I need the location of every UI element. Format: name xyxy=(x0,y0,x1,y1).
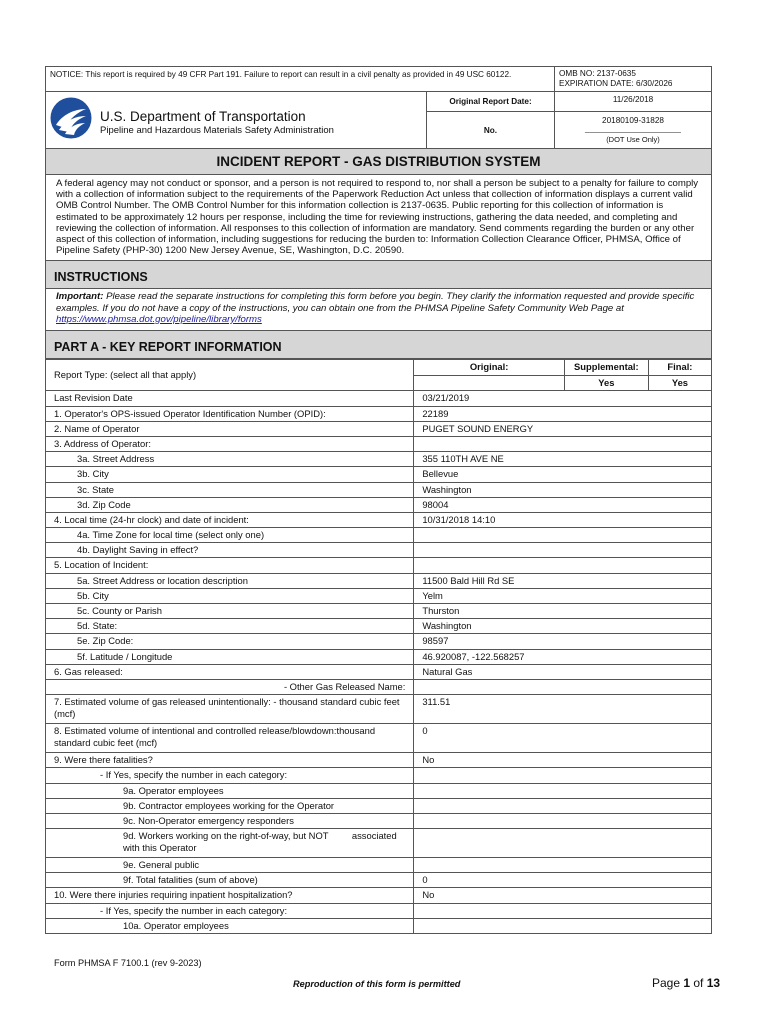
field-label: 4a. Time Zone for local time (select only one) xyxy=(46,528,414,543)
field-label: 9e. General public xyxy=(46,858,414,873)
field-value: No xyxy=(414,888,712,903)
table-row xyxy=(46,679,712,694)
original-report-date-value: 11/26/2018 xyxy=(555,92,712,112)
field-label: - If Yes, specify the number in each category: xyxy=(46,903,414,918)
table-row xyxy=(46,724,712,753)
field-value xyxy=(414,858,712,873)
table-row xyxy=(46,664,712,679)
field-value: 98004 xyxy=(414,497,712,512)
field-label: 5. Location of Incident: xyxy=(46,558,414,573)
instructions-body: Please read the separate instructions for completing this form before you begin. They clarify the information requested and provide specific examples. If you do not have a copy of the instructions, you can obtain one from the PHMSA Pipeline Safety Community Web Page at xyxy=(56,291,695,314)
field-label: 10a. Operator employees xyxy=(46,918,414,933)
forms-link[interactable]: https://www.phmsa.dot.gov/pipeline/library/forms xyxy=(56,313,262,325)
page-total: 13 xyxy=(706,976,721,990)
table-row xyxy=(46,798,712,813)
table-row xyxy=(46,783,712,798)
form-header xyxy=(45,66,712,149)
instructions-heading: INSTRUCTIONS xyxy=(45,261,712,289)
part-a-table xyxy=(45,359,712,934)
table-row xyxy=(46,768,712,783)
field-value xyxy=(414,829,712,858)
field-value: 46.920087, -122.568257 xyxy=(414,649,712,664)
field-value xyxy=(414,813,712,828)
field-label: 5c. County or Parish xyxy=(46,604,414,619)
important-label: Important: xyxy=(56,291,104,303)
report-type-label: Report Type: (select all that apply) xyxy=(46,360,414,391)
field-value: Yelm xyxy=(414,588,712,603)
final-value: Yes xyxy=(648,375,711,390)
table-row xyxy=(46,528,712,543)
dot-use-only: (DOT Use Only) xyxy=(606,135,660,144)
field-value: Washington xyxy=(414,619,712,634)
field-label: 2. Name of Operator xyxy=(46,421,414,436)
table-row xyxy=(46,604,712,619)
field-value: 0 xyxy=(414,724,712,753)
field-label: 9b. Contractor employees working for the Operator xyxy=(46,798,414,813)
field-label: 7. Estimated volume of gas released unintentionally: - thousand standard cubic feet (mcf) xyxy=(46,695,414,724)
table-row xyxy=(46,829,712,858)
field-value: 22189 xyxy=(414,406,712,421)
field-value xyxy=(414,918,712,933)
form-page xyxy=(45,66,712,934)
field-label: - Other Gas Released Name: xyxy=(46,679,414,694)
burden-statement: A federal agency may not conduct or sponsor, and a person is not required to respond to, nor shall a person be subject to a penalty for failure to comply with a collection of information subject to the requirements of the Paperwork Reduction Act unless that collection of information displays a current valid OMB Control Number. The OMB Control Number for this information collection is 2137-0635. Public reporting for this collection of information is estimated to be approximately 12 hours per response, including the time for reviewing instructions, gathering the data needed, and completing and reviewing the collection of information. All responses to this collection of information are mandatory. Send comments regarding the burden or any other aspect of this collection of information, including suggestions for reducing the burden to: Information Collection Clearance Officer, PHMSA, Office of Pipeline Safety (PHP-30) 1200 New Jersey Avenue, SE, Washington, D.C. 20590. xyxy=(45,175,712,261)
page-number xyxy=(652,976,720,990)
field-value: Bellevue xyxy=(414,467,712,482)
field-value: 10/31/2018 14:10 xyxy=(414,512,712,527)
field-value: 0 xyxy=(414,873,712,888)
final-label: Final: xyxy=(648,360,711,375)
field-label: 5e. Zip Code: xyxy=(46,634,414,649)
field-label: 5a. Street Address or location description xyxy=(46,573,414,588)
page-current: 1 xyxy=(683,976,691,990)
original-value xyxy=(414,375,564,390)
dot-seal-icon xyxy=(50,97,92,139)
table-row xyxy=(46,903,712,918)
field-value xyxy=(414,768,712,783)
field-value: 355 110TH AVE NE xyxy=(414,452,712,467)
field-value: No xyxy=(414,753,712,768)
expiration-date: EXPIRATION DATE: 6/30/2026 xyxy=(559,78,673,88)
field-label: 9c. Non-Operator emergency responders xyxy=(46,813,414,828)
field-label: Last Revision Date xyxy=(46,391,414,406)
table-row xyxy=(46,573,712,588)
field-value: 03/21/2019 xyxy=(414,391,712,406)
field-label: 4b. Daylight Saving in effect? xyxy=(46,543,414,558)
table-row xyxy=(46,813,712,828)
field-value xyxy=(414,528,712,543)
report-number-line: _______________________ xyxy=(585,124,681,133)
field-label: 9a. Operator employees xyxy=(46,783,414,798)
form-title: INCIDENT REPORT - GAS DISTRIBUTION SYSTEM xyxy=(45,149,712,175)
report-type-options xyxy=(414,360,712,391)
page-prefix: Page xyxy=(652,976,684,990)
table-row xyxy=(46,497,712,512)
field-label: 9d. Workers working on the right-of-way, but NOT associated with this Operator xyxy=(46,829,414,858)
field-label: - If Yes, specify the number in each category: xyxy=(46,768,414,783)
field-label: 3d. Zip Code xyxy=(46,497,414,512)
reproduction-note: Reproduction of this form is permitted xyxy=(293,979,461,989)
field-label: 5b. City xyxy=(46,588,414,603)
field-label: 9. Were there fatalities? xyxy=(46,753,414,768)
field-value xyxy=(414,436,712,451)
field-label: 3a. Street Address xyxy=(46,452,414,467)
field-label: 3. Address of Operator: xyxy=(46,436,414,451)
part-a-heading: PART A - KEY REPORT INFORMATION xyxy=(45,331,712,359)
table-row xyxy=(46,406,712,421)
table-row xyxy=(46,888,712,903)
field-value: Thurston xyxy=(414,604,712,619)
agency-name: U.S. Department of Transportation xyxy=(100,109,306,124)
table-row xyxy=(46,482,712,497)
field-label: 10. Were there injuries requiring inpatient hospitalization? xyxy=(46,888,414,903)
table-row xyxy=(46,649,712,664)
field-value: 311.51 xyxy=(414,695,712,724)
field-value xyxy=(414,798,712,813)
report-no-label: No. xyxy=(427,112,555,149)
field-value: Natural Gas xyxy=(414,664,712,679)
field-value xyxy=(414,783,712,798)
field-label: 9f. Total fatalities (sum of above) xyxy=(46,873,414,888)
supplemental-label: Supplemental: xyxy=(564,360,648,375)
table-row xyxy=(46,619,712,634)
part-a-rows xyxy=(46,391,712,934)
table-row xyxy=(46,467,712,482)
table-row xyxy=(46,512,712,527)
field-label: 4. Local time (24-hr clock) and date of incident: xyxy=(46,512,414,527)
report-number-cell xyxy=(555,112,712,149)
field-label: 6. Gas released: xyxy=(46,664,414,679)
field-value xyxy=(414,558,712,573)
field-label: 8. Estimated volume of intentional and controlled release/blowdown:thousand standard cubic feet (mcf) xyxy=(46,724,414,753)
field-value: PUGET SOUND ENERGY xyxy=(414,421,712,436)
field-label: 1. Operator's OPS-issued Operator Identification Number (OPID): xyxy=(46,406,414,421)
field-label: 3b. City xyxy=(46,467,414,482)
table-row xyxy=(46,391,712,406)
omb-info xyxy=(555,67,712,92)
original-report-date-label: Original Report Date: xyxy=(427,92,555,112)
sub-agency-name: Pipeline and Hazardous Materials Safety Administration xyxy=(100,125,334,136)
field-label: 5f. Latitude / Longitude xyxy=(46,649,414,664)
legal-notice: NOTICE: This report is required by 49 CFR Part 191. Failure to report can result in a civil penalty as provided in 49 USC 60122. xyxy=(46,67,555,92)
table-row xyxy=(46,452,712,467)
field-value xyxy=(414,543,712,558)
table-row xyxy=(46,421,712,436)
table-row xyxy=(46,918,712,933)
table-row xyxy=(46,695,712,724)
omb-number: OMB NO: 2137-0635 xyxy=(559,69,636,78)
instructions-text xyxy=(45,289,712,331)
field-value: Washington xyxy=(414,482,712,497)
table-row xyxy=(46,436,712,451)
table-row xyxy=(46,588,712,603)
table-row xyxy=(46,543,712,558)
form-id: Form PHMSA F 7100.1 (rev 9-2023) xyxy=(54,958,202,968)
table-row xyxy=(46,634,712,649)
field-value xyxy=(414,679,712,694)
original-label: Original: xyxy=(414,360,564,375)
table-row xyxy=(46,753,712,768)
table-row xyxy=(46,873,712,888)
report-number: 20180109-31828 xyxy=(602,116,664,125)
table-row xyxy=(46,858,712,873)
field-value xyxy=(414,903,712,918)
field-label: 3c. State xyxy=(46,482,414,497)
field-value: 11500 Bald Hill Rd SE xyxy=(414,573,712,588)
agency-block xyxy=(46,92,427,149)
field-label: 5d. State: xyxy=(46,619,414,634)
field-value: 98597 xyxy=(414,634,712,649)
supplemental-value: Yes xyxy=(564,375,648,390)
page-of: of xyxy=(690,976,707,990)
table-row xyxy=(46,558,712,573)
